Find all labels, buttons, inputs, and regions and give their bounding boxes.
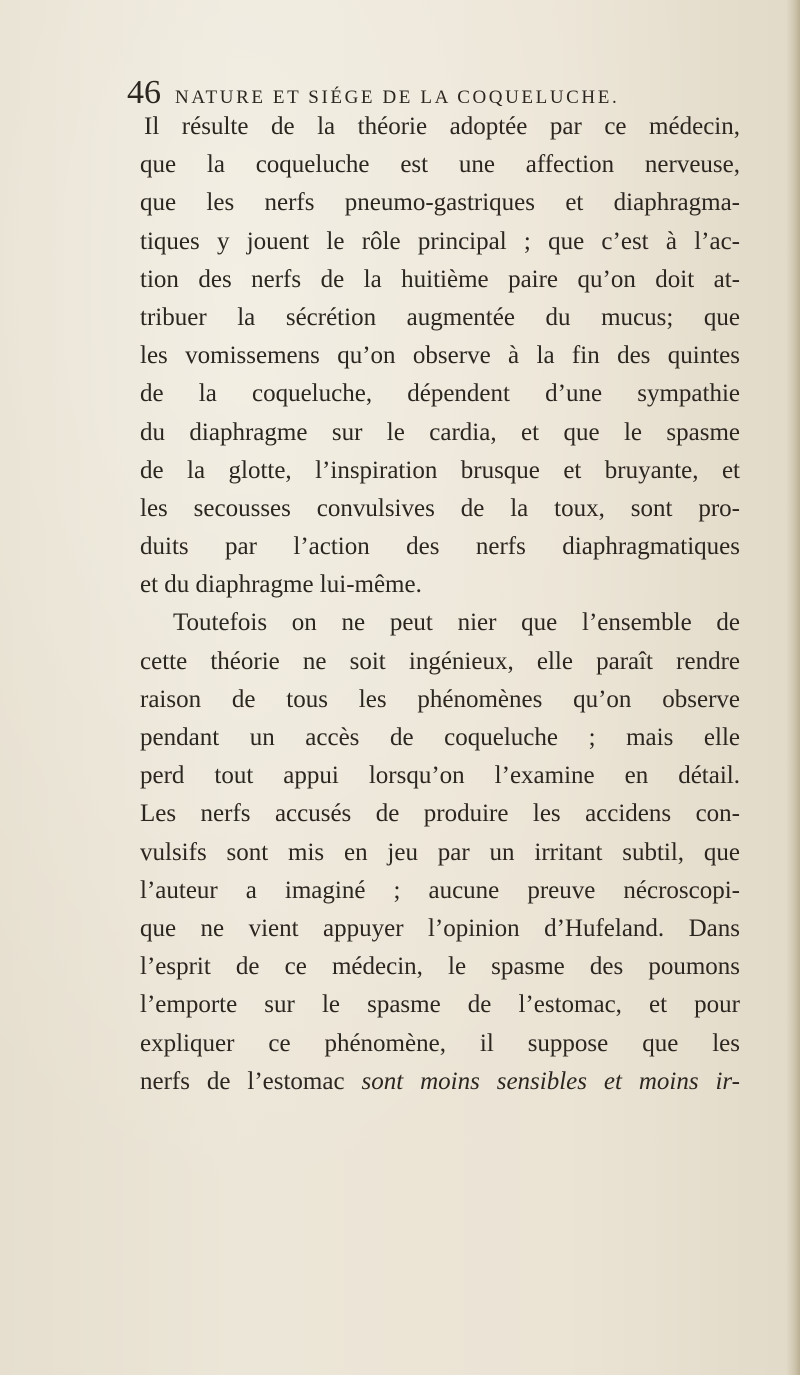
text-line: de la coqueluche, dépendent d’une sympathie [140, 380, 740, 408]
text-line: les vomissemens qu’on observe à la fin des quintes [140, 342, 740, 370]
text-line: les secousses convulsives de la toux, sont pro- [140, 494, 740, 522]
page-number: 46 [127, 74, 161, 111]
text-line: que la coqueluche est une affection nerveuse, [140, 151, 740, 179]
text-line: du diaphragme sur le cardia, et que le spasme [140, 418, 740, 446]
page-edge-shadow [786, 0, 800, 1375]
text-line: vulsifs sont mis en jeu par un irritant subtil, que [140, 838, 740, 866]
last-text-line [140, 1063, 740, 1101]
text-line: duits par l’action des nerfs diaphragmatiques [140, 533, 740, 561]
text-line: l’auteur a imaginé ; aucune preuve nécroscopi- [140, 876, 740, 904]
text-line: expliquer ce phénomène, il suppose que les [140, 1029, 740, 1057]
text-line: l’emporte sur le spasme de l’estomac, et pour [140, 991, 740, 1019]
text-line: que ne vient appuyer l’opinion d’Hufeland. Dans [140, 914, 740, 942]
text-line: tion des nerfs de la huitième paire qu’on doit at- [140, 265, 740, 293]
paragraph-start-line: Toutefois on ne peut nier que l’ensemble de [173, 609, 740, 637]
paragraph-end-line: et du diaphragme lui-même. [140, 571, 422, 599]
text-line: Les nerfs accusés de produire les accidens con- [140, 800, 740, 828]
last-line-roman: nerfs de l’estomac [140, 1067, 362, 1095]
text-line: que les nerfs pneumo-gastriques et diaphragma- [140, 189, 740, 217]
text-line: tiques y jouent le rôle principal ; que c’est à l’ac- [140, 227, 740, 255]
last-line-italic: sont moins sensibles et moins ir- [361, 1067, 740, 1095]
text-line: cette théorie ne soit ingénieux, elle paraît rendre [140, 647, 740, 675]
text-line: Il résulte de la théorie adoptée par ce médecin, [144, 113, 740, 140]
text-line: raison de tous les phénomènes qu’on observe [140, 685, 740, 713]
text-line: tribuer la sécrétion augmentée du mucus; que [140, 303, 740, 331]
header-title: NATURE ET SIÉGE DE LA COQUELUCHE. [175, 87, 620, 108]
text-line: de la glotte, l’inspiration brusque et bruyante, et [140, 456, 740, 484]
text-line: perd tout appui lorsqu’on l’examine en détail. [140, 762, 740, 790]
text-line: l’esprit de ce médecin, le spasme des poumons [140, 953, 740, 981]
text-line: pendant un accès de coqueluche ; mais elle [140, 724, 740, 751]
body-text [140, 108, 740, 1101]
